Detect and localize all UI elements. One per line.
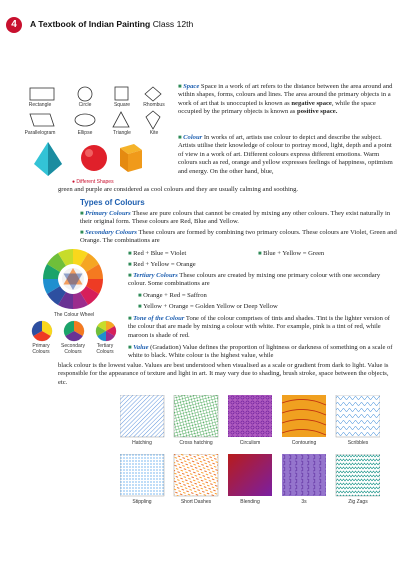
value-paragraph-cont: black colour is the lowest value. Values are best understood when visualised as a scale or gradient from dark to light. Value is responsible for the appearance of texture and light in art. It may vary due to shading, brush stroke, space between the objects, etc. (58, 362, 389, 386)
primary-colours-paragraph: ■ Primary Colours These are pure colours that cannot be created by mixing any other colours. They exist naturally in their original form. These colours are Red, Blue and Yellow. (80, 210, 391, 226)
class-label: Class 12th (152, 19, 194, 29)
rhombus-shape (145, 87, 161, 101)
label-parallelogram: Parallelogram (24, 130, 56, 136)
caption-short-dashes: Short Dashes (180, 499, 212, 505)
tone-paragraph: ■ Tone of the Colour Tone of the colour comprises of tints and shades. Tint is the lighter version of the colour that are made by mixing a colour with white. For example, pink is a tint of red, while maroon is shade of red. (128, 315, 391, 339)
colour-paragraph-end: green and purple are considered as cool colours and they are usually calming and soothing. (58, 186, 299, 193)
label-ellipse: Ellipse (77, 130, 93, 136)
caption-stippling: Stippling (132, 499, 152, 505)
caption-circulism: Circulism (239, 440, 261, 446)
page-header-title (30, 19, 193, 29)
page-number-badge: 4 (6, 17, 22, 33)
label-kite: Kite (149, 130, 159, 136)
label-circle: Circle (78, 102, 92, 108)
eq-orange-red: ■ Orange + Red = Saffron (138, 292, 207, 299)
parallelogram-shape (30, 114, 54, 126)
stippling-sample (120, 454, 164, 496)
label-triangle: Triangle (113, 130, 131, 136)
triangle-shape (113, 112, 129, 127)
coloured-3d-shapes (34, 142, 144, 178)
tertiary-colours-paragraph: ■ Tertiary Colours These colours are created by mixing one primary colour with one secondary colour. Some combinations are (128, 272, 381, 288)
label-secondary-colours: Secondary Colours (61, 343, 85, 355)
caption-cross-hatching: Cross hatching (179, 440, 213, 446)
texture-row-2 (120, 454, 380, 498)
caption-scribbles: Scribbles (347, 440, 369, 446)
mini-colour-wheels (26, 320, 122, 342)
label-rectangle: Rectangle (28, 102, 52, 108)
red-sphere (81, 145, 107, 171)
label-square: Square (113, 102, 131, 108)
caption-blending: Blending (240, 499, 260, 505)
cross-hatching-sample (174, 395, 218, 437)
eq-red-blue: ■ Red + Blue = Violet (128, 250, 187, 257)
eq-yellow-orange: ■ Yellow + Orange = Golden Yellow or Deep Yellow (138, 303, 278, 310)
scribbles-sample (336, 395, 380, 437)
eq-red-yellow: ■ Red + Yellow = Orange (128, 261, 196, 268)
colour-wheel-caption: The Colour Wheel (53, 312, 95, 318)
rectangle-shape (30, 88, 54, 100)
blending-sample (228, 454, 272, 496)
caption-contouring: Contouring (291, 440, 317, 446)
label-primary-colours: Primary Colours (32, 343, 50, 355)
square-shape (115, 87, 128, 100)
label-tertiary-colours: Tertiary Colours (96, 343, 114, 355)
colour-paragraph: ■ Colour In works of art, artists use colour to depict and describe the subject. Artists utilise their knowledge of colour to portray mood, light, depth and a point of view in a work of art. Different colours express different emotions. Warm colours such as red, orange and yellow expresses feelings of happiness, optimism and energy. On the other hand, blue, (178, 134, 393, 175)
kite-shape (146, 111, 160, 129)
zig-zags-sample (336, 454, 380, 496)
value-paragraph: ■ Value (Gradation) Value defines the proportion of lightness or darkness of something on a scale of white to black. White colour is the highest value, while (128, 344, 393, 360)
different-shapes-caption: ● Different Shapes (72, 179, 114, 185)
secondary-colours-paragraph: ■ Secondary Colours These colours are formed by combining two primary colours. These colours are Violet, Green and Orange. The combinations are (80, 229, 397, 245)
texture-row-1 (120, 395, 380, 439)
space-paragraph: ■ Space Space in a work of art refers to the distance between the area around and within shapes, forms, colours and lines. The area around the primary objects in a work of art that is unoccupied is known as negative space, while the space occupied by the primary objects is known as positive space. (178, 83, 393, 116)
label-rhombus: Rhombus (143, 102, 165, 108)
book-title: A Textbook of Indian Painting (30, 19, 151, 29)
hatching-sample (120, 395, 164, 437)
types-of-colours-heading: Types of Colours (80, 198, 145, 207)
circle-shape (78, 87, 92, 101)
colour-wheel (34, 246, 112, 312)
caption-hatching: Hatching (132, 440, 152, 446)
eq-blue-yellow: ■ Blue + Yellow = Green (258, 250, 325, 257)
ellipse-shape (75, 114, 95, 126)
caption-zig-zags: Zig Zags (348, 499, 368, 505)
caption-threes: 3s (301, 499, 307, 505)
short-dashes-sample (174, 454, 218, 496)
